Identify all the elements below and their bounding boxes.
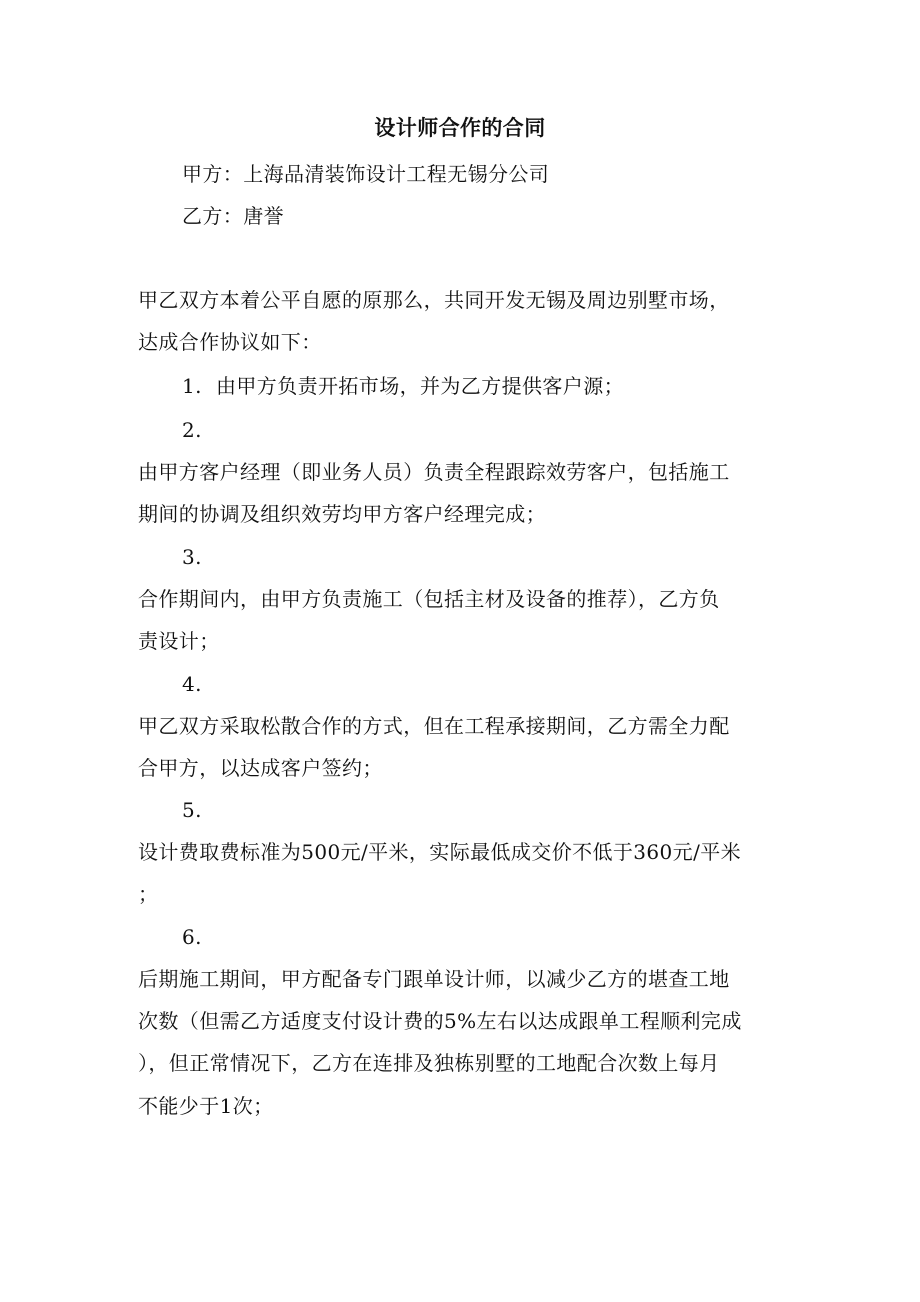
clause-text: 合甲方，以达成客户签约；: [138, 756, 383, 780]
clause-number: 6.: [182, 925, 202, 949]
clause-text: ），但正常情况下，乙方在连排及独栋别墅的工地配合次数上每月: [138, 1051, 720, 1075]
clause-text: 后期施工期间，甲方配备专门跟单设计师，以减少乙方的堪查工地: [138, 967, 730, 991]
clause-number: 2.: [182, 418, 202, 442]
clause-number: 3.: [182, 545, 202, 569]
clause-text: 责设计；: [138, 629, 220, 653]
party-a: 甲方：上海品清装饰设计工程无锡分公司: [182, 162, 550, 186]
clause-number: 5.: [182, 798, 202, 822]
document-title: 设计师合作的合同: [374, 115, 546, 140]
intro-line: 达成合作协议如下：: [138, 330, 322, 354]
clause-number: 4.: [182, 672, 202, 696]
clause-text: 甲乙双方采取松散合作的方式，但在工程承接期间，乙方需全力配: [138, 714, 730, 738]
clause-text: 期间的协调及组织效劳均甲方客户经理完成；: [138, 502, 546, 526]
clause-text: 由甲方客户经理（即业务人员）负责全程跟踪效劳客户，包括施工: [138, 460, 730, 484]
intro-line: 甲乙双方本着公平自愿的原那么，共同开发无锡及周边别墅市场，: [138, 288, 730, 312]
clause-text: ；: [138, 882, 159, 906]
clause-number: 1.: [182, 374, 202, 398]
party-b: 乙方：唐誉: [182, 204, 284, 228]
clause-text: 不能少于1次；: [138, 1094, 274, 1118]
clause-text: 由甲方负责开拓市场，并为乙方提供客户源；: [216, 374, 624, 398]
clause-text: 合作期间内，由甲方负责施工（包括主材及设备的推荐），乙方负: [138, 587, 720, 611]
clause-text: 次数（但需乙方适度支付设计费的5%左右以达成跟单工程顺利完成: [138, 1009, 742, 1033]
clause-text: 设计费取费标准为500元/平米，实际最低成交价不低于360元/平米: [138, 840, 742, 864]
